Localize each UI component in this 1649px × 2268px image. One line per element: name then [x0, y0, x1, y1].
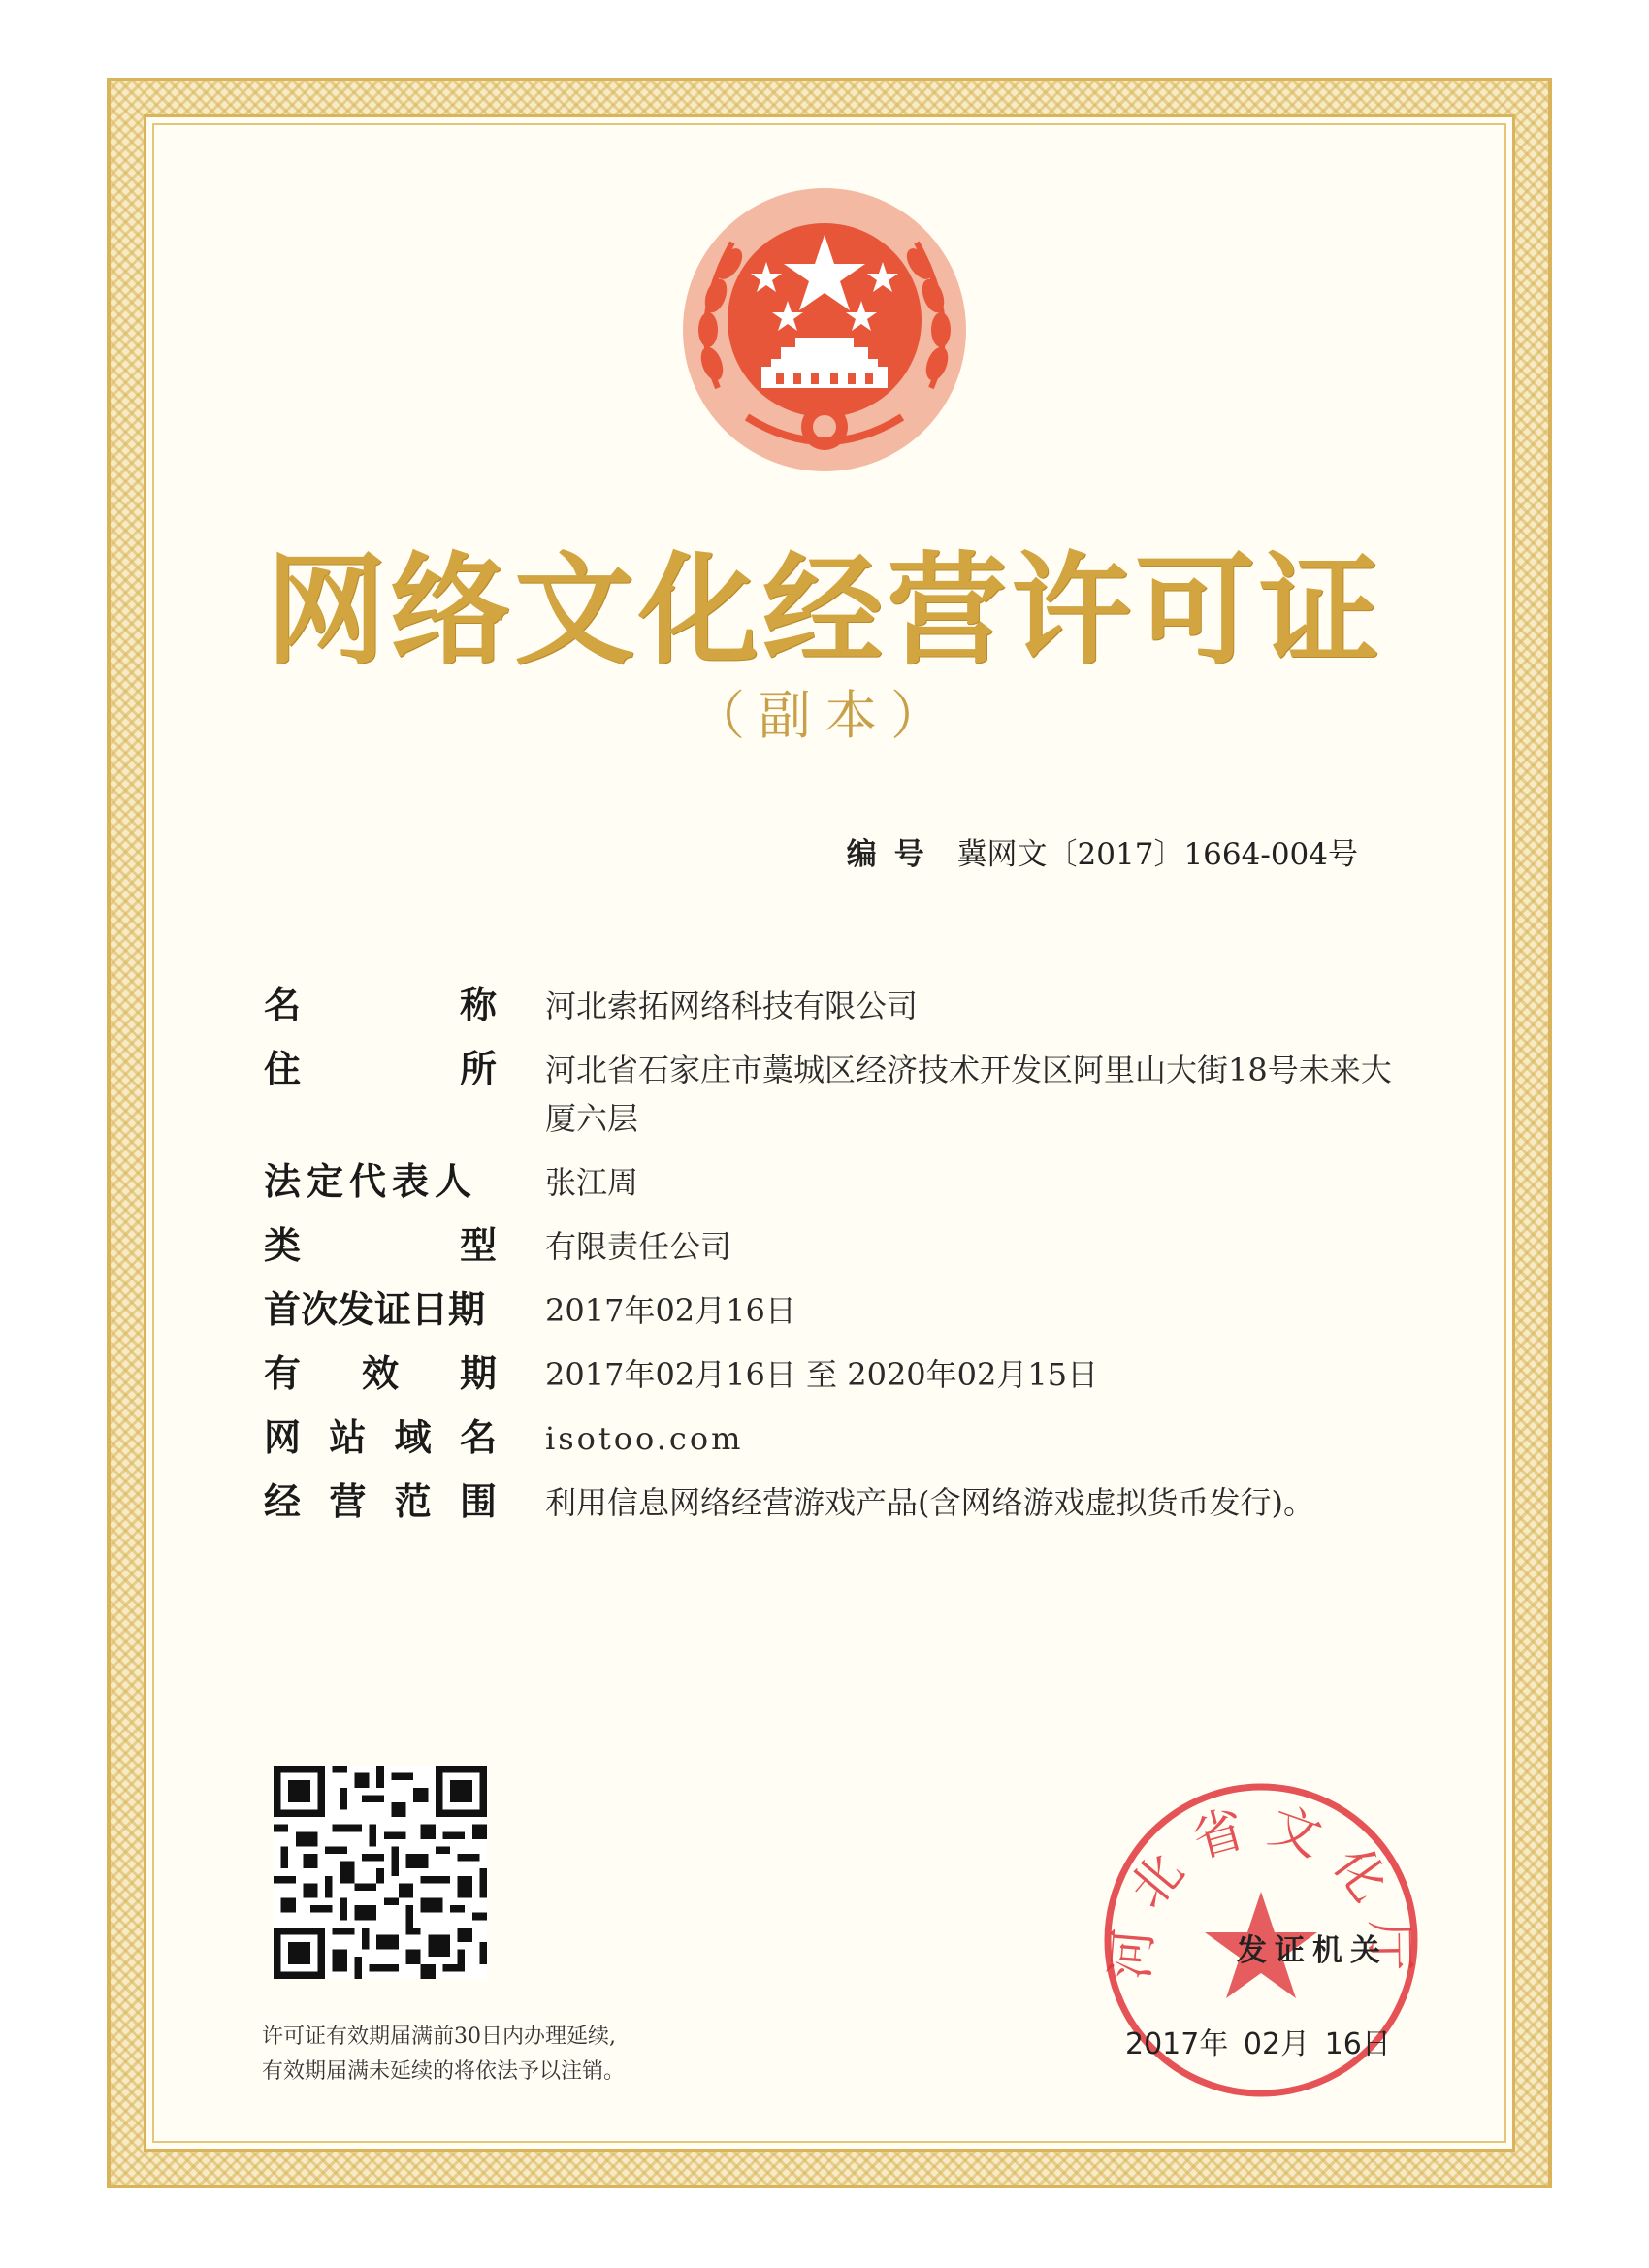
- certificate-number: [847, 829, 1358, 873]
- field-validity: [264, 1348, 1408, 1399]
- issuing-authority: 发证机关: [1237, 1933, 1388, 1968]
- certificate-fields: [264, 980, 1408, 1540]
- notice-line: 有效期届满未延续的将依法予以注销。: [262, 2059, 626, 2084]
- field-label: 法定代表人: [264, 1160, 478, 1203]
- field-label: 有 效 期: [264, 1352, 497, 1395]
- field-value: 张江周: [545, 1164, 639, 1201]
- issue-month: 02月: [1243, 2027, 1310, 2061]
- issue-date: [1125, 2020, 1397, 2062]
- field-type: [264, 1220, 1408, 1271]
- field-value: 2017年02月16日: [545, 1292, 796, 1329]
- issue-year: 2017年: [1125, 2027, 1229, 2061]
- field-value: 河北索拓网络科技有限公司: [545, 988, 919, 1024]
- national-emblem-icon: [679, 184, 970, 475]
- field-label: 网 站 域 名: [264, 1416, 497, 1459]
- number-value: 冀网文〔2017〕1664-004号: [956, 837, 1358, 872]
- field-domain: [264, 1412, 1408, 1463]
- qr-code: [274, 1766, 487, 1979]
- field-value: 利用信息网络经营游戏产品(含网络游戏虚拟货币发行)。: [545, 1484, 1314, 1521]
- issue-day: 16日: [1324, 2027, 1391, 2061]
- svg-text:河北省文化厅: 河北省文化厅: [1101, 1795, 1419, 1990]
- field-first-issue-date: [264, 1284, 1408, 1335]
- renewal-notice: [262, 2020, 625, 2090]
- notice-line: 许可证有效期届满前30日内办理延续,: [262, 2025, 616, 2049]
- field-label: 经 营 范 围: [264, 1480, 497, 1523]
- field-legal-rep: [264, 1156, 1408, 1207]
- field-address: [264, 1044, 1408, 1143]
- field-name: [264, 980, 1408, 1030]
- field-label: 住 所: [264, 1048, 497, 1090]
- field-value: 河北省石家庄市藁城区经济技术开发区阿里山大街18号未来大厦六层: [545, 1052, 1392, 1137]
- field-label: 名 称: [264, 984, 497, 1026]
- field-label: 首次发证日期: [264, 1288, 486, 1331]
- field-value: isotoo.com: [545, 1420, 744, 1457]
- certificate-title: 网络文化经营许可证: [265, 541, 1383, 681]
- field-value: 有限责任公司: [545, 1228, 732, 1265]
- number-label: 编号: [846, 837, 942, 872]
- certificate-subtitle: （副本）: [693, 685, 956, 746]
- field-value: 2017年02月16日 至 2020年02月15日: [545, 1356, 1099, 1393]
- field-scope: [264, 1476, 1408, 1527]
- field-label: 类 型: [264, 1224, 497, 1267]
